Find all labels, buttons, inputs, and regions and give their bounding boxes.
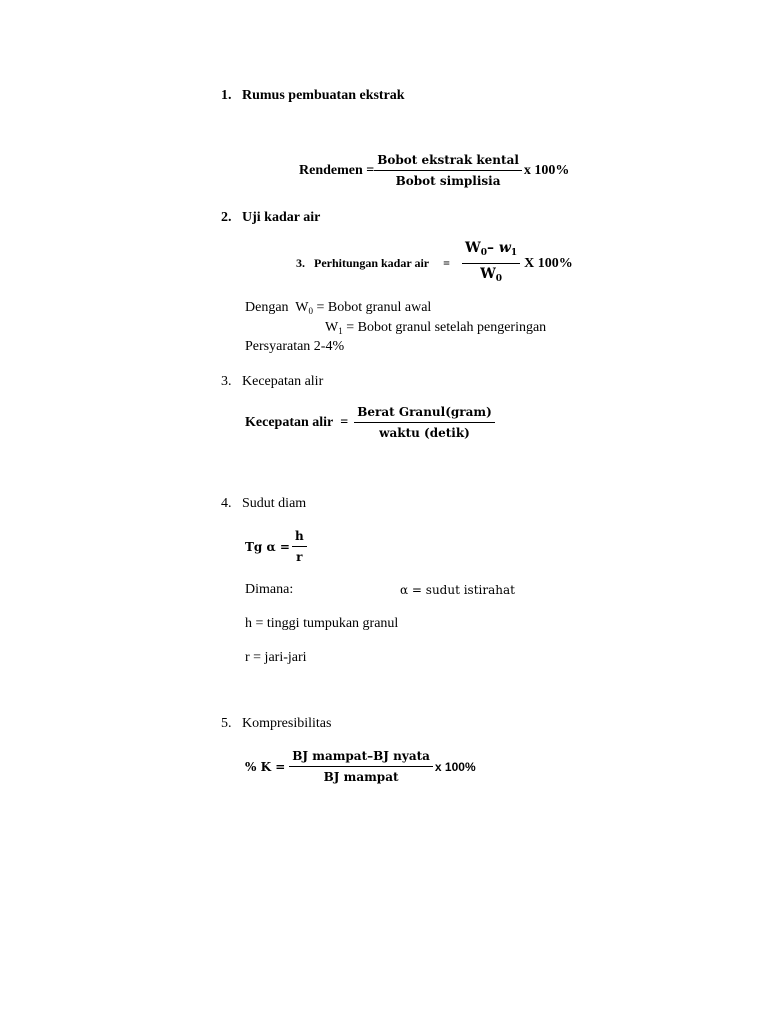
note-w0-prefix: Dengan W xyxy=(245,300,309,315)
sudut-fraction xyxy=(292,528,307,565)
sudut-denominator: r xyxy=(296,550,303,564)
note-w0 xyxy=(245,300,431,316)
kadar-air-label: 3. Perhitungan kadar air xyxy=(296,256,430,270)
note-w0-text: = Bobot granul awal xyxy=(313,300,432,315)
rendemen-lhs: Rendemen = xyxy=(299,162,375,178)
fraction-bar xyxy=(354,422,495,423)
sudut-numerator: h xyxy=(294,529,304,543)
note-w1 xyxy=(325,320,546,336)
kecepatan-lhs: Kecepatan alir = xyxy=(245,414,349,430)
r-definition: r = jari-jari xyxy=(245,650,307,665)
rendemen-numerator: Bobot ekstrak kental xyxy=(377,153,519,167)
kadar-air-suffix: X 100% xyxy=(524,255,573,271)
w0-symbol: W xyxy=(480,266,496,282)
kompresibilitas-lhs: % K = xyxy=(245,759,286,774)
minus-sign: – xyxy=(486,240,494,256)
alpha-definition: α = sudut istirahat xyxy=(400,583,515,597)
heading-sudut-diam: 4. Sudut diam xyxy=(221,496,307,511)
rendemen-fraction xyxy=(374,152,522,189)
note-w0-subscript: 0 xyxy=(308,306,313,316)
heading-rumus-ekstrak: 1. Rumus pembuatan ekstrak xyxy=(221,88,405,103)
kadar-air-fraction xyxy=(462,240,520,287)
kadar-air-denominator xyxy=(477,266,505,287)
formula-kompresibilitas xyxy=(245,748,476,785)
kompresibilitas-numerator: BJ mampat–BJ nyata xyxy=(292,749,430,763)
formula-kecepatan-alir xyxy=(245,404,495,441)
formula-kadar-air xyxy=(296,240,573,287)
fraction-bar xyxy=(289,766,433,767)
kecepatan-denominator: waktu (detik) xyxy=(379,426,470,440)
w0-symbol: W xyxy=(464,240,481,256)
heading-kecepatan-alir: 3. Kecepatan alir xyxy=(221,374,324,389)
fraction-bar xyxy=(462,263,520,264)
kompresibilitas-denominator: BJ mampat xyxy=(323,770,399,784)
kecepatan-fraction xyxy=(354,404,495,441)
w1-subscript: 1 xyxy=(510,248,518,258)
rendemen-denominator: Bobot simplisia xyxy=(395,174,501,188)
requirement-text: Persyaratan 2-4% xyxy=(245,339,345,354)
kompresibilitas-fraction xyxy=(289,748,433,785)
where-label: Dimana: xyxy=(245,582,294,597)
h-definition: h = tinggi tumpukan granul xyxy=(245,616,399,631)
note-w1-text: = Bobot granul setelah pengeringan xyxy=(342,320,547,335)
heading-kompresibilitas: 5. Kompresibilitas xyxy=(221,716,332,731)
note-w1-subscript: 1 xyxy=(338,326,343,336)
fraction-bar xyxy=(292,546,307,547)
w0-subscript: 0 xyxy=(480,248,487,258)
formula-sudut-diam xyxy=(245,528,307,565)
kecepatan-numerator: Berat Granul(gram) xyxy=(357,405,492,419)
w1-symbol: w xyxy=(498,240,511,256)
note-w1-symbol: W xyxy=(325,320,339,335)
kadar-air-numerator xyxy=(462,240,520,261)
kompresibilitas-suffix: x 100% xyxy=(434,759,476,774)
formula-rendemen xyxy=(299,152,569,189)
kadar-air-equals: = xyxy=(443,256,450,270)
fraction-bar xyxy=(374,170,522,171)
rendemen-suffix: x 100% xyxy=(523,162,570,178)
sudut-lhs: Tg α = xyxy=(245,539,290,554)
w0-subscript: 0 xyxy=(495,274,503,284)
heading-uji-kadar-air: 2. Uji kadar air xyxy=(221,210,321,225)
